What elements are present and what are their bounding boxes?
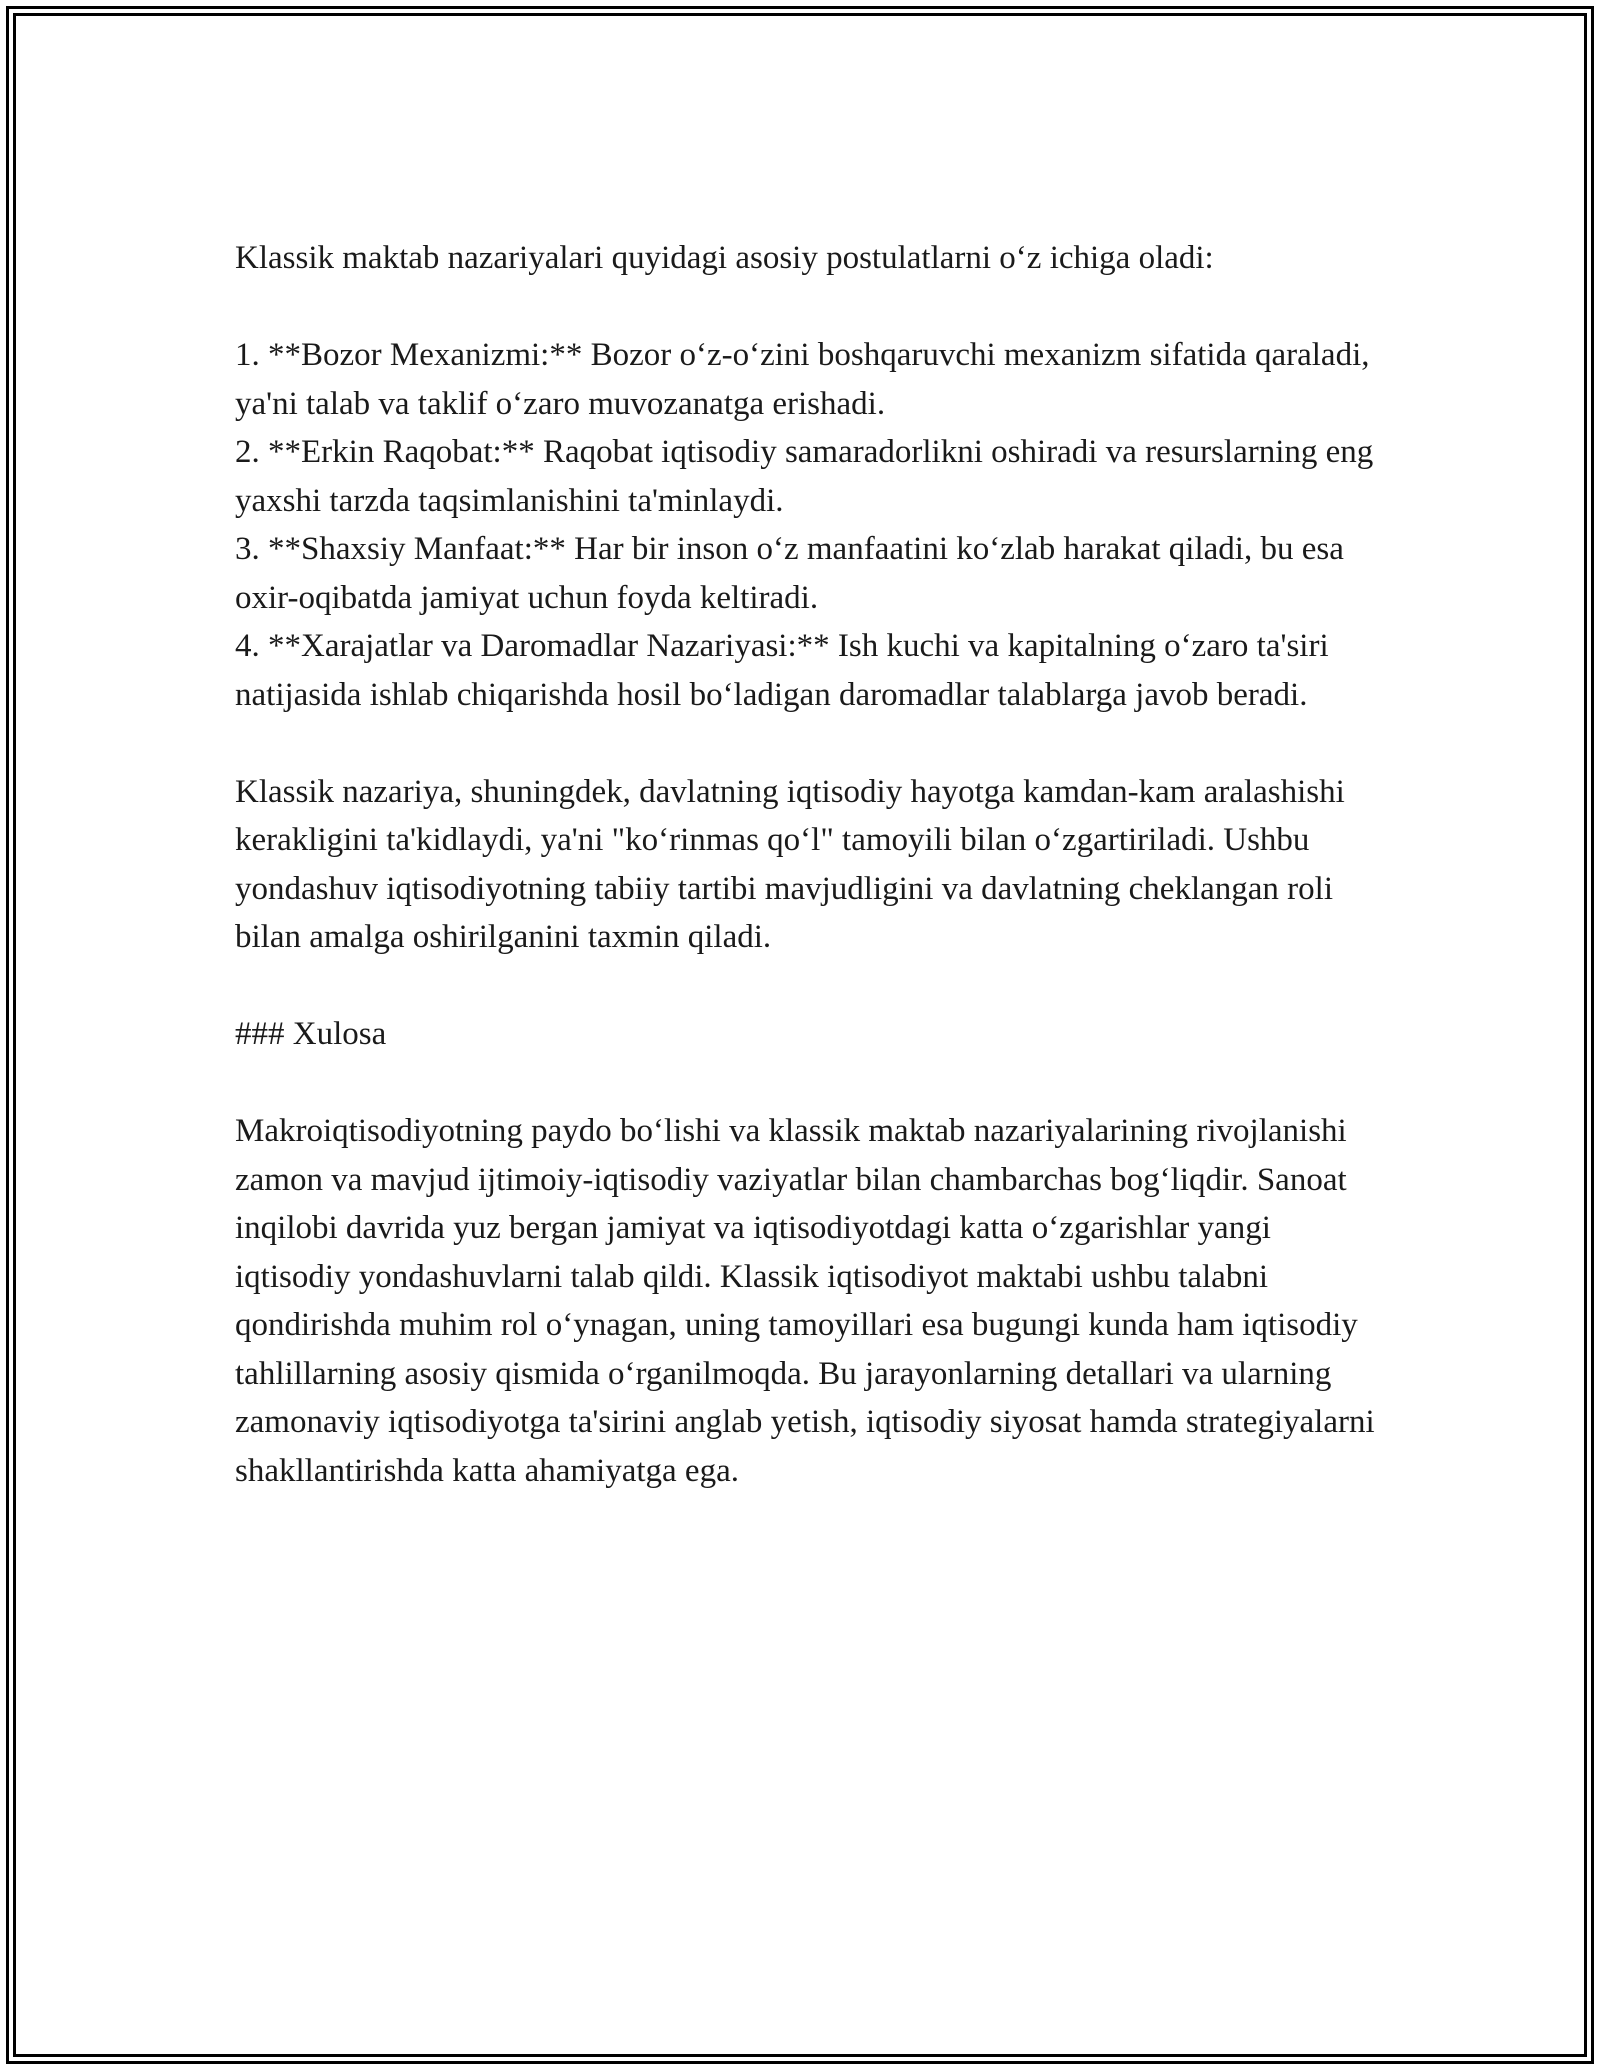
intro-paragraph: Klassik maktab nazariyalari quyidagi asosiy postulatlarni o‘z ichiga oladi: — [235, 240, 1214, 276]
spacer — [235, 719, 1385, 768]
spacer — [235, 962, 1385, 1011]
list-item: 2. **Erkin Raqobat:** Raqobat iqtisodiy samaradorlikni oshiradi va resurslarning eng yaxshi tarzda taqsimlanishini ta'minlaydi. — [235, 434, 1374, 519]
spacer — [235, 283, 1385, 332]
list-item: 4. **Xarajatlar va Daromadlar Nazariyasi:** Ish kuchi va kapitalning o‘zaro ta'siri natijasida ishlab chiqarishda hosil bo‘ladigan daromadlar talablarga javob beradi. — [235, 628, 1329, 713]
spacer — [235, 1059, 1385, 1108]
document-body — [235, 234, 1385, 1495]
list-item: 1. **Bozor Mexanizmi:** Bozor o‘z-o‘zini boshqaruvchi mexanizm sifatida qaraladi, ya'ni talab va taklif o‘zaro muvozanatga erishadi. — [235, 337, 1370, 422]
list-item: 3. **Shaxsiy Manfaat:** Har bir inson o‘z manfaatini ko‘zlab harakat qiladi, bu esa oxir-oqibatda jamiyat uchun foyda keltiradi. — [235, 531, 1344, 616]
section-heading: ### Xulosa — [235, 1016, 387, 1052]
body-paragraph: Klassik nazariya, shuningdek, davlatning iqtisodiy hayotga kamdan-kam aralashishi kerakligini ta'kidlaydi, ya'ni "ko‘rinmas qo‘l" tamoyili bilan o‘zgartiriladi. Ushbu yondashuv iqtisodiyotning tabiiy tartibi mavjudligini va davlatning cheklangan roli bilan amalga oshirilganini taxmin qiladi. — [235, 773, 1345, 955]
conclusion-paragraph: Makroiqtisodiyotning paydo bo‘lishi va klassik maktab nazariyalarining rivojlanishi zamon va mavjud ijtimoiy-iqtisodiy vaziyatlar bilan chambarchas bog‘liqdir. Sanoat inqilobi davrida yuz bergan jamiyat va iqtisodiyotdagi katta o‘zgarishlar yangi iqtisodiy yondashuvlarni talab qildi. Klassik iqtisodiyot maktabi ushbu talabni qondirishda muhim rol o‘ynagan, uning tamoyillari esa bugungi kunda ham iqtisodiy tahlillarning asosiy qismida o‘rganilmoqda. Bu jarayonlarning detallari va ularning zamonaviy iqtisodiyotga ta'sirini anglab yetish, iqtisodiy siyosat hamda strategiyalarni shakllantirishda katta ahamiyatga ega. — [235, 1113, 1375, 1489]
